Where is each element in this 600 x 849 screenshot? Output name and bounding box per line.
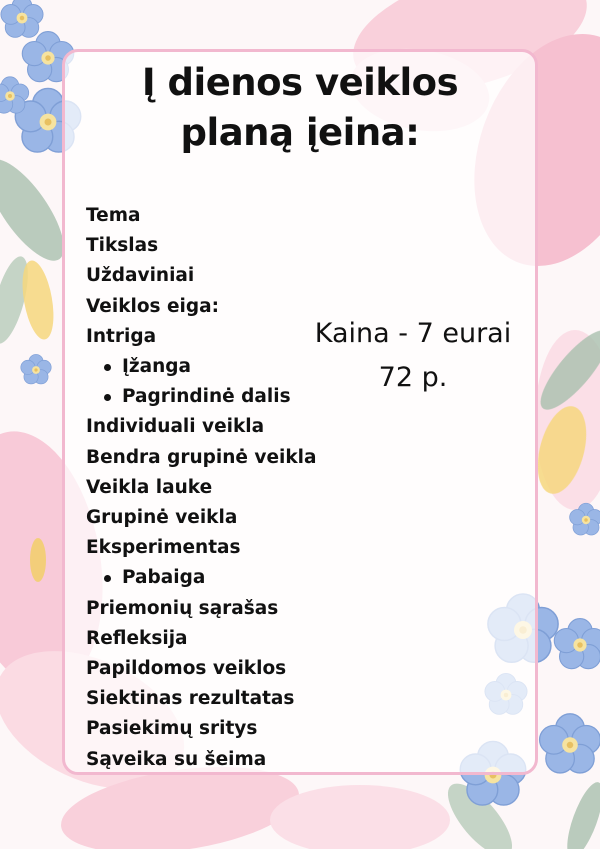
plan-item: Tema [86, 205, 141, 226]
plan-item: Pasiekimų sritys [86, 718, 258, 740]
plan-item: Papildomos veiklos [86, 658, 287, 680]
title-line-1: Į dienos veiklos [141, 61, 459, 104]
plan-item: Veiklos eiga: [86, 295, 220, 317]
plan-subitem: Įžanga [86, 352, 316, 382]
plan-item: Individuali veikla [86, 416, 265, 438]
price-label: Kaina - 7 eurai [314, 318, 512, 349]
title-line-2: planą įeina: [180, 111, 420, 154]
plan-item: Sąveika su šeima [86, 748, 267, 770]
plan-item: Refleksija [86, 627, 188, 649]
plan-items-list [86, 201, 316, 775]
plan-subitem: Pabaiga [86, 563, 316, 593]
plan-item: Bendra grupinė veikla [86, 446, 317, 468]
plan-item: Uždaviniai [86, 265, 195, 287]
plan-item: Veikla lauke [86, 476, 213, 498]
plan-item: Tikslas [86, 235, 159, 257]
page-count: 72 p. [378, 362, 448, 393]
price-block [288, 312, 538, 400]
plan-subitem: Pagrindinė dalis [86, 382, 316, 412]
plan-item: Grupinė veikla [86, 507, 238, 529]
plan-item: Eksperimentas [86, 537, 241, 559]
plan-item: Priemonių sąrašas [86, 597, 279, 619]
plan-item: Intriga [86, 325, 157, 347]
page-title [62, 58, 538, 158]
plan-item: Siektinas rezultatas [86, 688, 295, 710]
